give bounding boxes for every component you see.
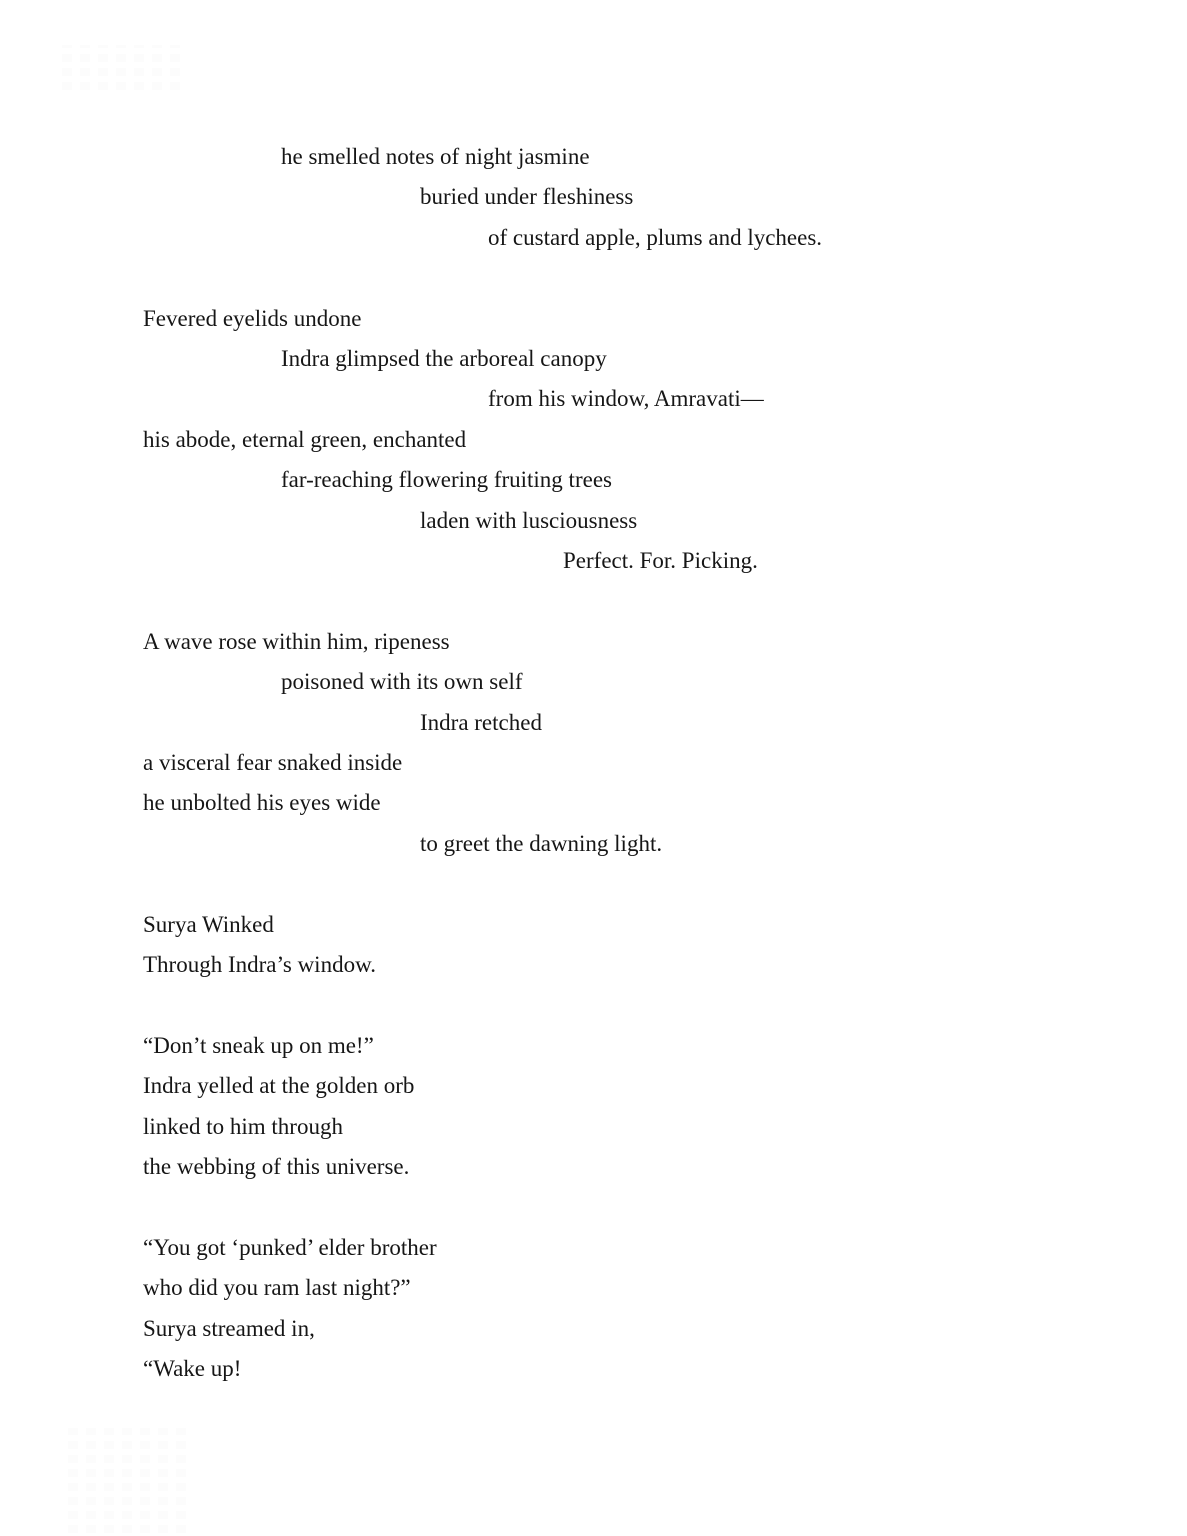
poem-line: of custard apple, plums and lychees. bbox=[488, 224, 823, 250]
poem-line: poisoned with its own self bbox=[281, 669, 523, 695]
poem-stanza bbox=[143, 299, 1093, 582]
poem-line: far-reaching flowering fruiting trees bbox=[281, 467, 612, 493]
poem-line: “You got ‘punked’ elder brother bbox=[143, 1234, 437, 1260]
poem-line: A wave rose within him, ripeness bbox=[143, 628, 450, 654]
poem-line: his abode, eternal green, enchanted bbox=[143, 426, 467, 452]
poem-line: Fevered eyelids undone bbox=[143, 305, 362, 331]
poem-stanza bbox=[143, 622, 1093, 864]
poem-line: from his window, Amravati— bbox=[488, 386, 764, 412]
poem-line: linked to him through bbox=[143, 1113, 343, 1139]
poem-line: he smelled notes of night jasmine bbox=[281, 144, 590, 169]
poem-line: to greet the dawning light. bbox=[420, 830, 663, 856]
poem-line: Indra yelled at the golden orb bbox=[143, 1073, 415, 1099]
faint-smudge-artifact-top bbox=[62, 45, 182, 90]
poem-line: he unbolted his eyes wide bbox=[143, 790, 381, 816]
poem-line: Perfect. For. Picking. bbox=[563, 548, 758, 574]
poem-line: Indra glimpsed the arboreal canopy bbox=[281, 346, 607, 372]
poem-line: the webbing of this universe. bbox=[143, 1154, 410, 1180]
poem-stanza bbox=[143, 1026, 1093, 1188]
poem-line: laden with lusciousness bbox=[420, 507, 638, 533]
poem-line: buried under fleshiness bbox=[420, 184, 634, 210]
poem-line: Surya Winked bbox=[143, 911, 274, 937]
poem-line: who did you ram last night?” bbox=[143, 1275, 411, 1301]
poem-stanza bbox=[143, 137, 1093, 258]
poem-body bbox=[143, 137, 1093, 1430]
poem-line: “Don’t sneak up on me!” bbox=[143, 1032, 374, 1058]
poem-line: “Wake up! bbox=[143, 1356, 242, 1382]
faint-smudge-artifact-bottom bbox=[68, 1428, 188, 1533]
poem-line: Surya streamed in, bbox=[143, 1315, 315, 1341]
poem-line: Through Indra’s window. bbox=[143, 952, 376, 978]
poem-line: Indra retched bbox=[420, 709, 542, 735]
poem-line: a visceral fear snaked inside bbox=[143, 750, 403, 776]
poem-stanza bbox=[143, 905, 1093, 986]
poem-stanza bbox=[143, 1228, 1093, 1390]
